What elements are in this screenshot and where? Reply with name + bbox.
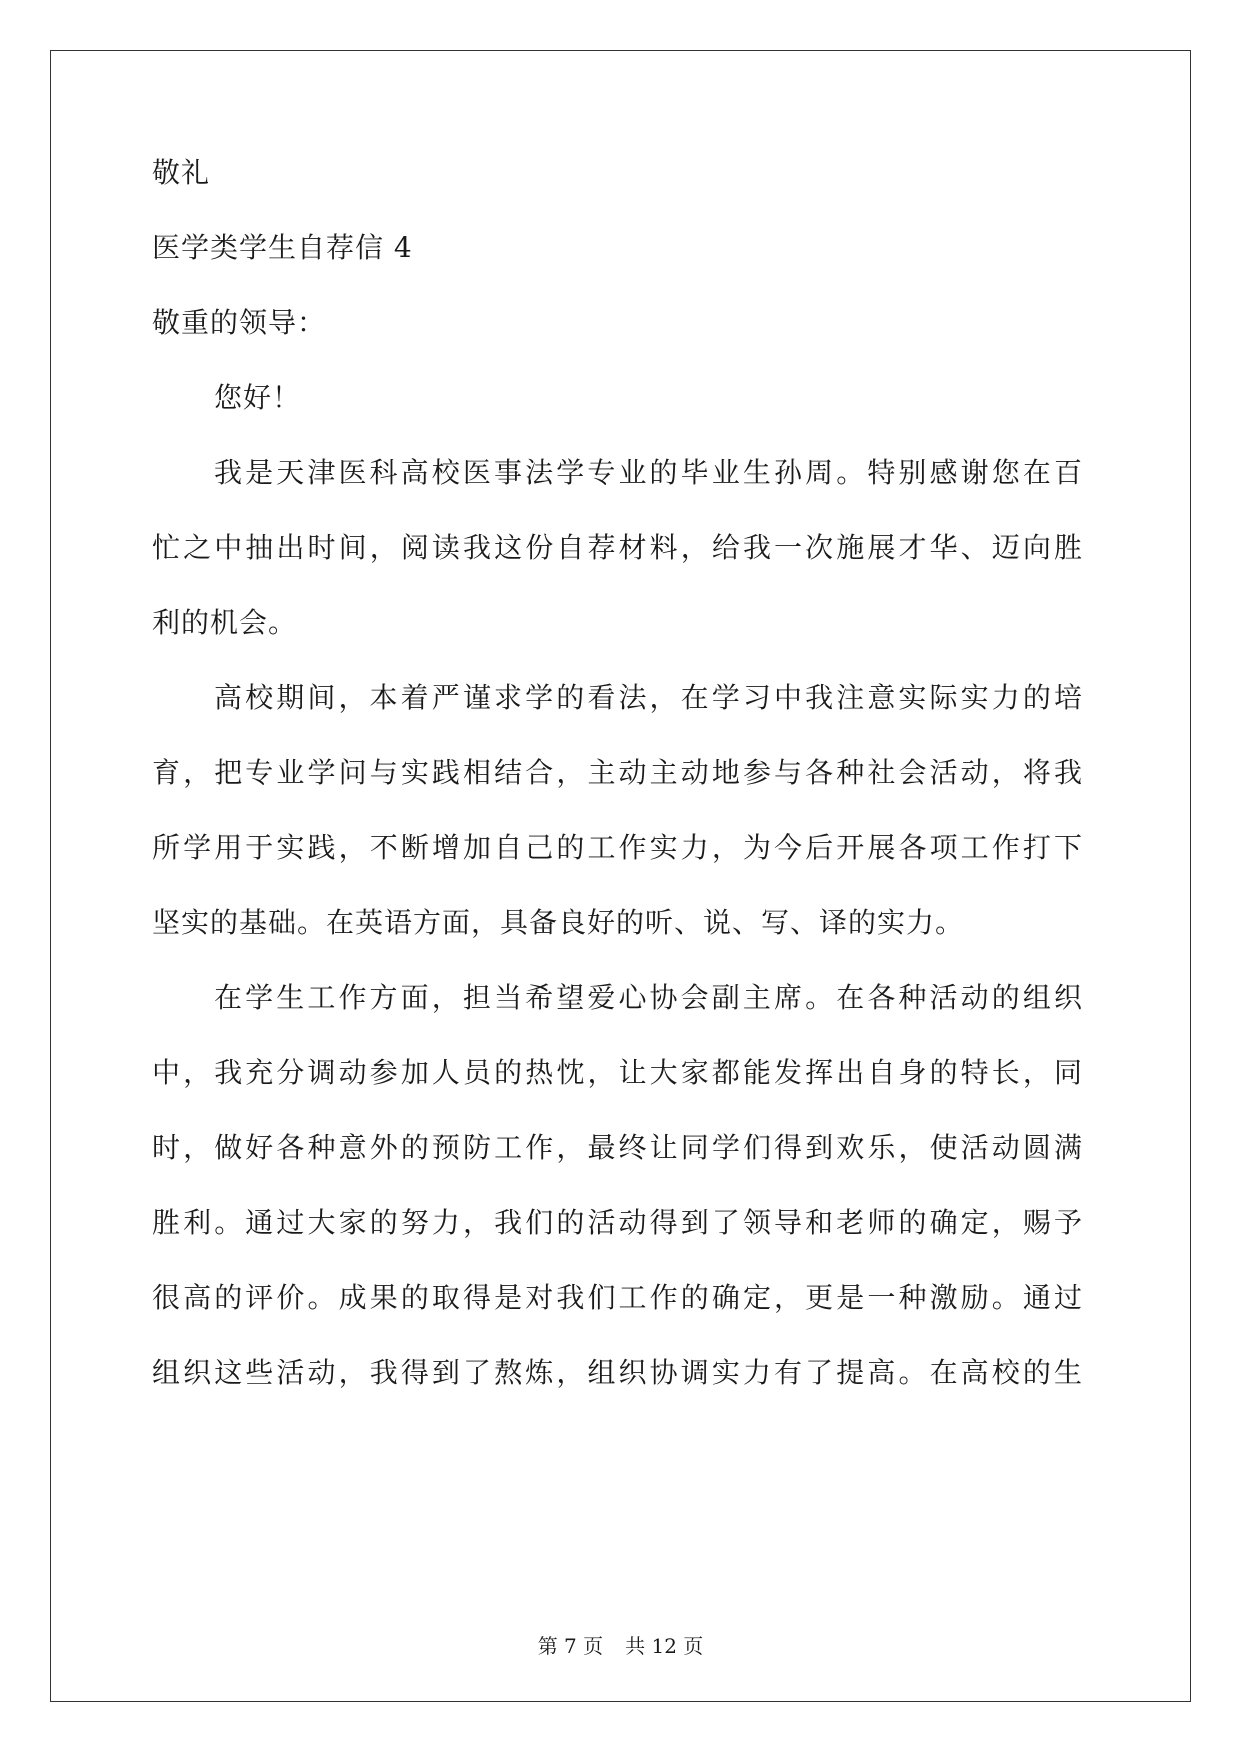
paragraph-line: 高校期间，本着严谨求学的看法，在学习中我注意实际实力的培 <box>214 681 1082 714</box>
paragraph-line: 利的机会。 <box>152 606 298 639</box>
paragraph-line: 我是天津医科高校医事法学专业的毕业生孙周。特别感谢您在百 <box>214 456 1082 489</box>
page-number-current: 第 7 页 <box>537 1634 604 1658</box>
paragraph-line: 组织这些活动，我得到了熬炼，组织协调实力有了提高。在高校的生 <box>152 1356 1082 1389</box>
paragraph-line: 在学生工作方面，担当希望爱心协会副主席。在各种活动的组织 <box>214 981 1082 1014</box>
paragraph-line: 坚实的基础。在英语方面，具备良好的听、说、写、译的实力。 <box>152 906 965 939</box>
page-number-total: 共 12 页 <box>625 1634 704 1658</box>
paragraph-line: 所学用于实践，不断增加自己的工作实力，为今后开展各项工作打下 <box>152 831 1082 864</box>
closing-text: 敬礼 <box>152 156 211 189</box>
paragraph-line: 忙之中抽出时间，阅读我这份自荐材料，给我一次施展才华、迈向胜 <box>152 531 1082 564</box>
paragraph-line: 育，把专业学问与实践相结合，主动主动地参与各种社会活动，将我 <box>152 756 1082 789</box>
salutation: 敬重的领导： <box>152 306 327 339</box>
paragraph-line: 时，做好各种意外的预防工作，最终让同学们得到欢乐，使活动圆满 <box>152 1131 1082 1164</box>
paragraph-line: 很高的评价。成果的取得是对我们工作的确定，更是一种激励。通过 <box>152 1281 1082 1314</box>
page-footer <box>0 1634 1241 1658</box>
greeting: 您好！ <box>214 381 302 414</box>
paragraph-line: 胜利。通过大家的努力，我们的活动得到了领导和老师的确定，赐予 <box>152 1206 1082 1239</box>
letter-heading: 医学类学生自荐信 4 <box>152 231 413 264</box>
page-border <box>50 50 1191 1702</box>
paragraph-line: 中，我充分调动参加人员的热忱，让大家都能发挥出自身的特长，同 <box>152 1056 1082 1089</box>
